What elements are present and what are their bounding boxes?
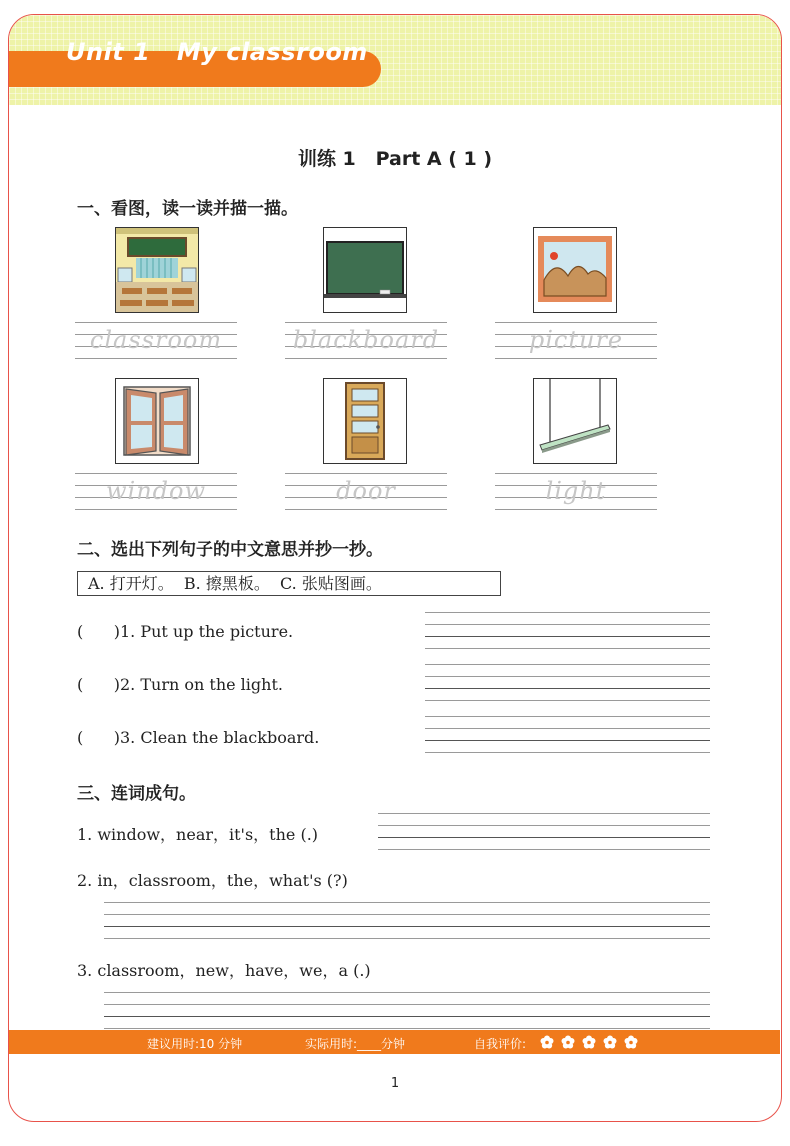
trace-word: picture	[528, 326, 624, 354]
question-item: ( )3. Clean the blackboard.	[77, 728, 320, 747]
trace-word: door	[336, 477, 396, 505]
rating-flower-icon[interactable]	[561, 1035, 575, 1049]
trace-lines	[285, 322, 447, 362]
page-frame	[8, 14, 782, 1122]
trace-lines	[495, 473, 657, 513]
section1-heading: 一、看图，读一读并描一描。	[77, 199, 298, 219]
trace-lines	[75, 322, 237, 362]
rating-flower-icon[interactable]	[603, 1035, 617, 1049]
page-number: 1	[390, 1076, 400, 1091]
self-evaluation-label: 自我评价:	[474, 1037, 527, 1051]
trace-lines	[495, 322, 657, 362]
page-title: 训练 1 Part A ( 1 )	[297, 148, 493, 170]
classroom-image	[115, 227, 199, 313]
footer-bar	[9, 1030, 780, 1054]
trace-word: blackboard	[292, 326, 440, 354]
rating-flower-icon[interactable]	[540, 1035, 554, 1049]
question-item: ( )2. Turn on the light.	[77, 675, 283, 694]
door-image	[323, 378, 407, 464]
picture-image	[533, 227, 617, 313]
trace-lines	[75, 473, 237, 513]
blackboard-image	[323, 227, 407, 313]
question-item: 2. in，classroom，the，what's (?)	[77, 871, 348, 890]
window-image	[115, 378, 199, 464]
section2-heading: 二、选出下列句子的中文意思并抄一抄。	[77, 540, 383, 560]
trace-lines	[285, 473, 447, 513]
suggested-time: 建议用时:10 分钟	[147, 1037, 243, 1051]
question-item: 1. window，near，it's，the (.)	[77, 825, 319, 844]
options-box: A. 打开灯。 B. 擦黑板。 C. 张贴图画。	[77, 571, 501, 596]
trace-word: window	[105, 477, 207, 505]
rating-flower-icon[interactable]	[582, 1035, 596, 1049]
section3-heading: 三、连词成句。	[77, 784, 196, 804]
rating-flower-icon[interactable]	[624, 1035, 638, 1049]
question-item: 3. classroom，new，have，we，a (.)	[77, 961, 371, 980]
question-item: ( )1. Put up the picture.	[77, 622, 294, 641]
trace-word: classroom	[89, 326, 223, 354]
light-image	[533, 378, 617, 464]
trace-word: light	[545, 477, 607, 505]
actual-time: 实际用时:____分钟	[305, 1037, 406, 1051]
unit-title: Unit 1 My classroom	[66, 38, 368, 66]
